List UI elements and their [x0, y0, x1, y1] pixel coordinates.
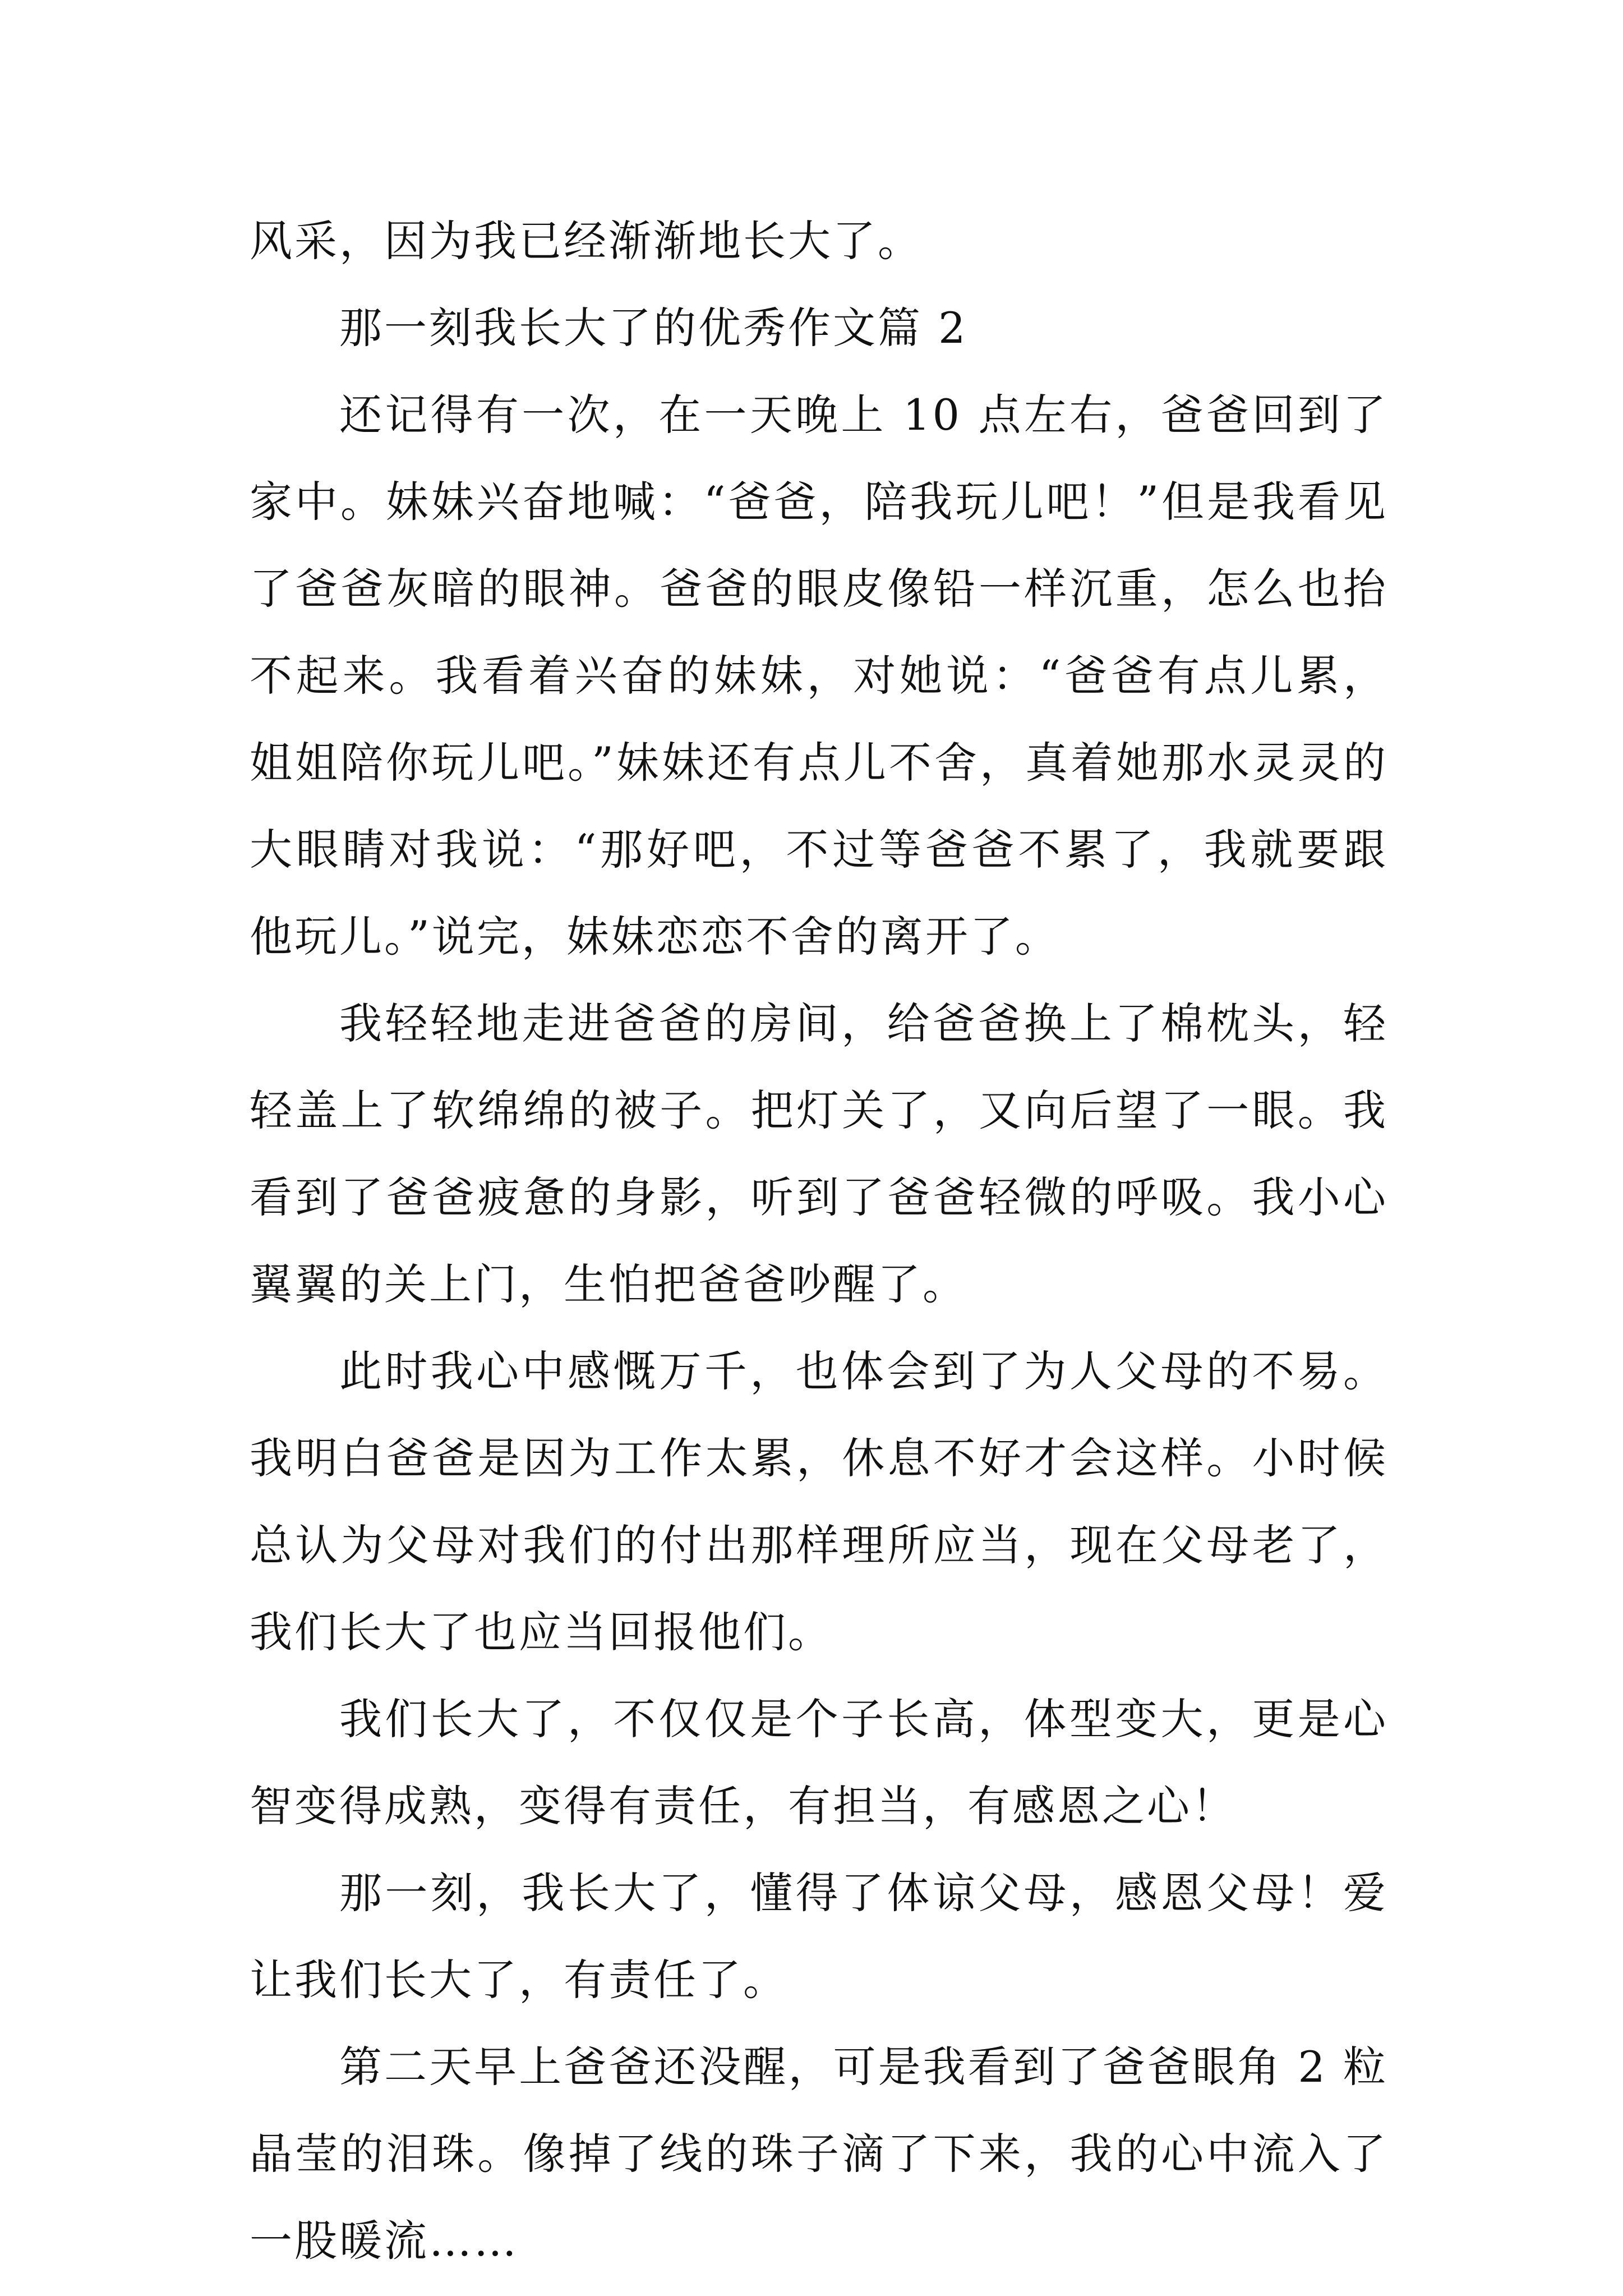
paragraph-continuation: 风采，因为我已经渐渐地长大了。 — [250, 216, 923, 266]
paragraph: 我轻轻地走进爸爸的房间，给爸爸换上了棉枕头，轻轻盖上了软绵绵的被子。把灯关了，又向后望了一眼。我看到了爸爸疲惫的身影，听到了爸爸轻微的呼吸。我小心翼翼的关上门，生怕把爸爸吵醒了。 — [250, 999, 1388, 1309]
paragraph: 此时我心中感慨万千，也体会到了为人父母的不易。我明白爸爸是因为工作太累，休息不好才会这样。小时候总认为父母对我们的付出那样理所应当，现在父母老了，我们长大了也应当回报他们。 — [250, 1346, 1388, 1657]
paragraph: 还记得有一次，在一天晚上 10 点左右，爸爸回到了家中。妹妹兴奋地喊：“爸爸，陪我玩儿吧！”但是我看见了爸爸灰暗的眼神。爸爸的眼皮像铅一样沉重，怎么也抬不起来。我看着兴奋的妹妹，对她说：“爸爸有点儿累，姐姐陪你玩儿吧。”妹妹还有点儿不舍，真着她那水灵灵的大眼睛对我说：“那好吧，不过等爸爸不累了，我就要跟他玩儿。”说完，妹妹恋恋不舍的离开了。 — [250, 390, 1388, 961]
paragraph: 第二天早上爸爸还没醒，可是我看到了爸爸眼角 2 粒晶莹的泪珠。像掉了线的珠子滴了下来，我的心中流入了一股暖流…… — [250, 2042, 1388, 2266]
essay-body — [250, 197, 1388, 2284]
section-heading: 那一刻我长大了的优秀作文篇 2 — [339, 303, 968, 353]
paragraph: 那一刻，我长大了，懂得了体谅父母，感恩父母！爱让我们长大了，有责任了。 — [250, 1868, 1388, 2005]
paragraph: 我们长大了，不仅仅是个子长高，体型变大，更是心智变得成熟，变得有责任，有担当，有感恩之心！ — [250, 1694, 1388, 1831]
